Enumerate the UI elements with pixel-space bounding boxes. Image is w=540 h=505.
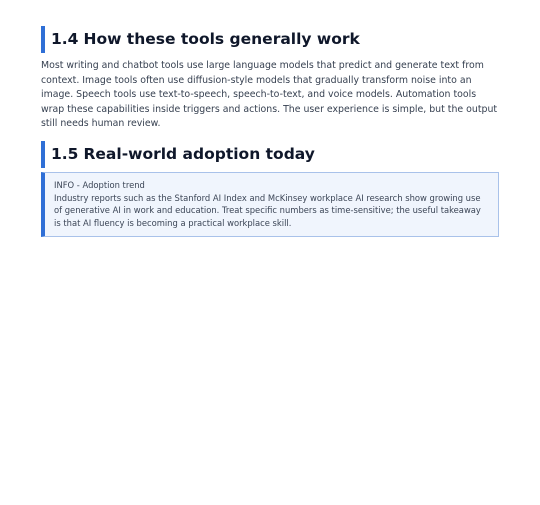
- section-title: Real-world adoption today: [83, 144, 315, 163]
- section-heading-1-4: [41, 26, 499, 53]
- section-paragraph: Most writing and chatbot tools use large language models that predict and generate text from context. Image tools often use diffusion-style models that gradually transform noise into an image. Speech tools use text-to-speech, speech-to-text, and voice models. Automation tools wrap these capabilities inside triggers and actions. The user experience is simple, but the output still needs human review.: [41, 60, 498, 130]
- callout-body: Industry reports such as the Stanford AI Index and McKinsey workplace AI research show growing use of generative AI in work and education. Treat specific numbers as time-sensitive; the useful takeaway is that AI fluency is becoming a practical workplace skill.: [54, 192, 481, 228]
- document-page: [41, 26, 499, 237]
- section-title: How these tools generally work: [83, 30, 360, 48]
- section-heading-1-5: [41, 141, 499, 168]
- callout-label: INFO - Adoption trend: [54, 179, 145, 190]
- section-number: 1.5: [51, 144, 79, 163]
- section-number: 1.4: [51, 30, 79, 48]
- info-callout: [41, 172, 499, 237]
